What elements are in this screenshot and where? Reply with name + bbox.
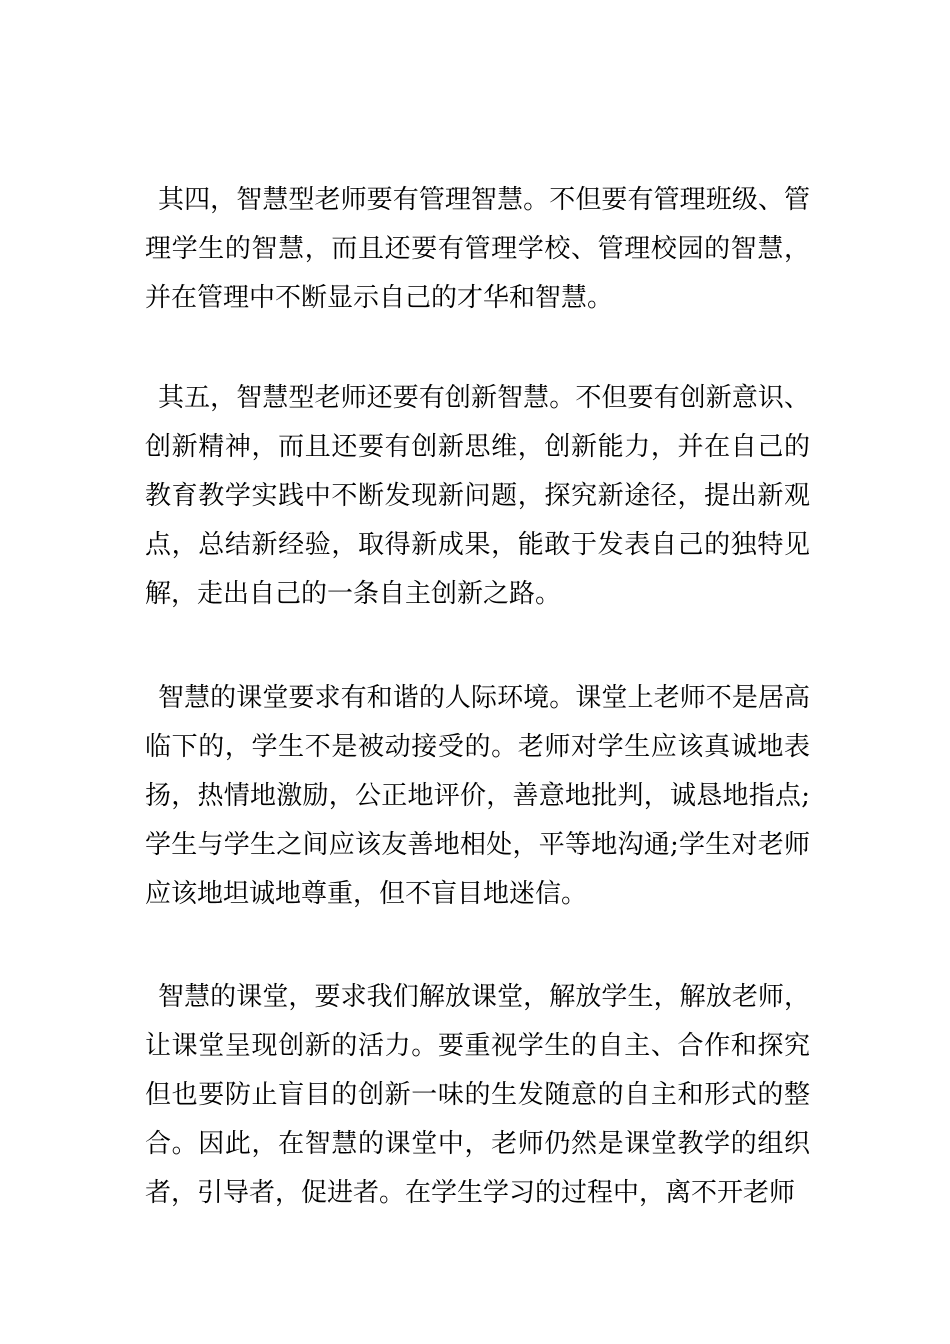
paragraph-management-wisdom: 其四，智慧型老师要有管理智慧。不但要有管理班级、管理学生的智慧，而且还要有管理学校、管理校园的智慧，并在管理中不断显示自己的才华和智慧。 <box>145 185 810 313</box>
paragraph-liberate-classroom: 智慧的课堂，要求我们解放课堂，解放学生，解放老师，让课堂呈现创新的活力。要重视学生的自主、合作和探究但也要防止盲目的创新一味的生发随意的自主和形式的整合。因此，在智慧的课堂中，老师仍然是课堂教学的组织者，引导者，促进者。在学生学习的过程中，离不开老师 <box>145 982 810 1208</box>
paragraph-harmonious-environment: 智慧的课堂要求有和谐的人际环境。课堂上老师不是居高临下的，学生不是被动接受的。老师对学生应该真诚地表扬，热情地激励，公正地评价，善意地批判，诚恳地指点;学生与学生之间应该友善地相处，平等地沟通;学生对老师应该地坦诚地尊重，但不盲目地迷信。 <box>145 683 810 909</box>
paragraph-innovation-wisdom: 其五，智慧型老师还要有创新智慧。不但要有创新意识、创新精神，而且还要有创新思维，创新能力，并在自己的教育教学实践中不断发现新问题，探究新途径，提出新观点，总结新经验，取得新成果，能敢于发表自己的独特见解，走出自己的一条自主创新之路。 <box>145 383 810 609</box>
